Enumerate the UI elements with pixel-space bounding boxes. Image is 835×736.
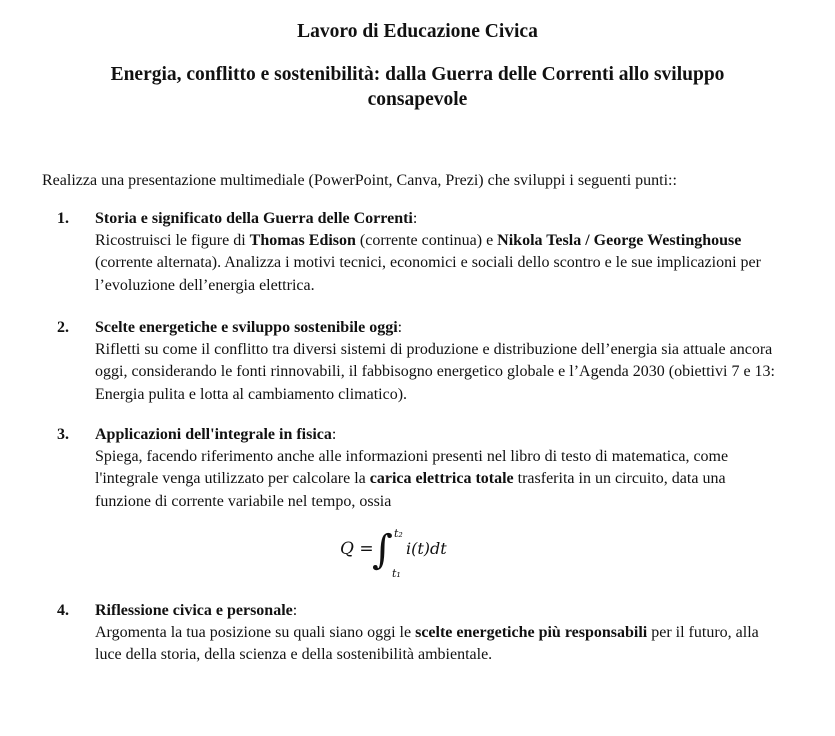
item-body (95, 230, 777, 297)
item-heading-colon: : (412, 210, 418, 227)
item-heading-colon: : (292, 602, 298, 619)
list-item-1 (57, 208, 777, 297)
item-heading (95, 424, 777, 446)
item-heading (95, 600, 777, 622)
body-text: Ricostruisci le figure di (95, 232, 250, 250)
body-text: trasferita in un circuito, data una funzione di corrente variabile nel tempo, ossia (95, 470, 726, 510)
body-bold: Thomas Edison (249, 232, 356, 250)
body-bold: carica elettrica totale (369, 470, 514, 488)
body-text: (corrente continua) e (355, 232, 498, 250)
list-item-4 (57, 600, 777, 667)
item-body (95, 446, 777, 513)
item-heading-colon: : (397, 319, 403, 336)
item-body (95, 339, 777, 406)
intro-paragraph: Realizza una presentazione multimediale (PowerPoint, Canva, Prezi) che sviluppi i seguenti punti:: (42, 172, 677, 189)
formula-integrand: i(t)dt (406, 539, 447, 558)
item-heading-colon: : (331, 426, 337, 443)
integral-lower-limit: t₁ (392, 567, 401, 580)
item-number: 3. (57, 426, 69, 443)
item-heading (95, 208, 777, 230)
charge-integral-formula (340, 526, 500, 586)
integral-upper-limit: t₂ (394, 527, 403, 540)
document-subtitle: Energia, conflitto e sostenibilità: dalla Guerra delle Correnti allo sviluppo consapevole (110, 64, 725, 110)
body-text: Spiega, facendo riferimento anche alle informazioni presenti nel libro di testo di matematica, come l'integrale venga utilizzato per calcolare la (95, 448, 729, 488)
integral-sign: ∫ (372, 527, 393, 573)
formula-lhs: Q = (340, 539, 374, 559)
item-heading (95, 317, 777, 339)
item-heading-text: Scelte energetiche e sviluppo sostenibile oggi (95, 319, 398, 336)
item-heading-text: Riflessione civica e personale (95, 602, 293, 619)
body-bold: Nikola Tesla / George Westinghouse (497, 232, 742, 250)
item-body (95, 622, 777, 666)
body-text: per il futuro, alla luce della storia, della scienza e della sostenibilità ambientale. (95, 624, 759, 664)
item-number: 2. (57, 319, 69, 336)
list-item-3 (57, 424, 777, 513)
item-number: 4. (57, 602, 69, 619)
body-text: Rifletti su come il conflitto tra diversi sistemi di produzione e distribuzione dell’energia sia attuale ancora oggi, considerando le fonti rinnovabili, il fabbisogno energetico globale e l’Agenda 2030 (obiettivi 7 e 13: Energia pulita e lotta al cambiamento climatico). (95, 341, 775, 403)
body-bold: scelte energetiche più responsabili (415, 624, 648, 642)
body-text: Argomenta la tua posizione su quali siano oggi le (95, 624, 416, 642)
item-number: 1. (57, 210, 69, 227)
body-text: (corrente alternata). Analizza i motivi tecnici, economici e sociali dello scontro e le sue implicazioni per l’evoluzione dell’energia elettrica. (95, 254, 761, 294)
item-heading-text: Applicazioni dell'integrale in fisica (95, 426, 332, 443)
list-item-2 (57, 317, 777, 406)
document-title: Lavoro di Educazione Civica (297, 21, 538, 42)
item-heading-text: Storia e significato della Guerra delle Correnti (95, 210, 413, 227)
